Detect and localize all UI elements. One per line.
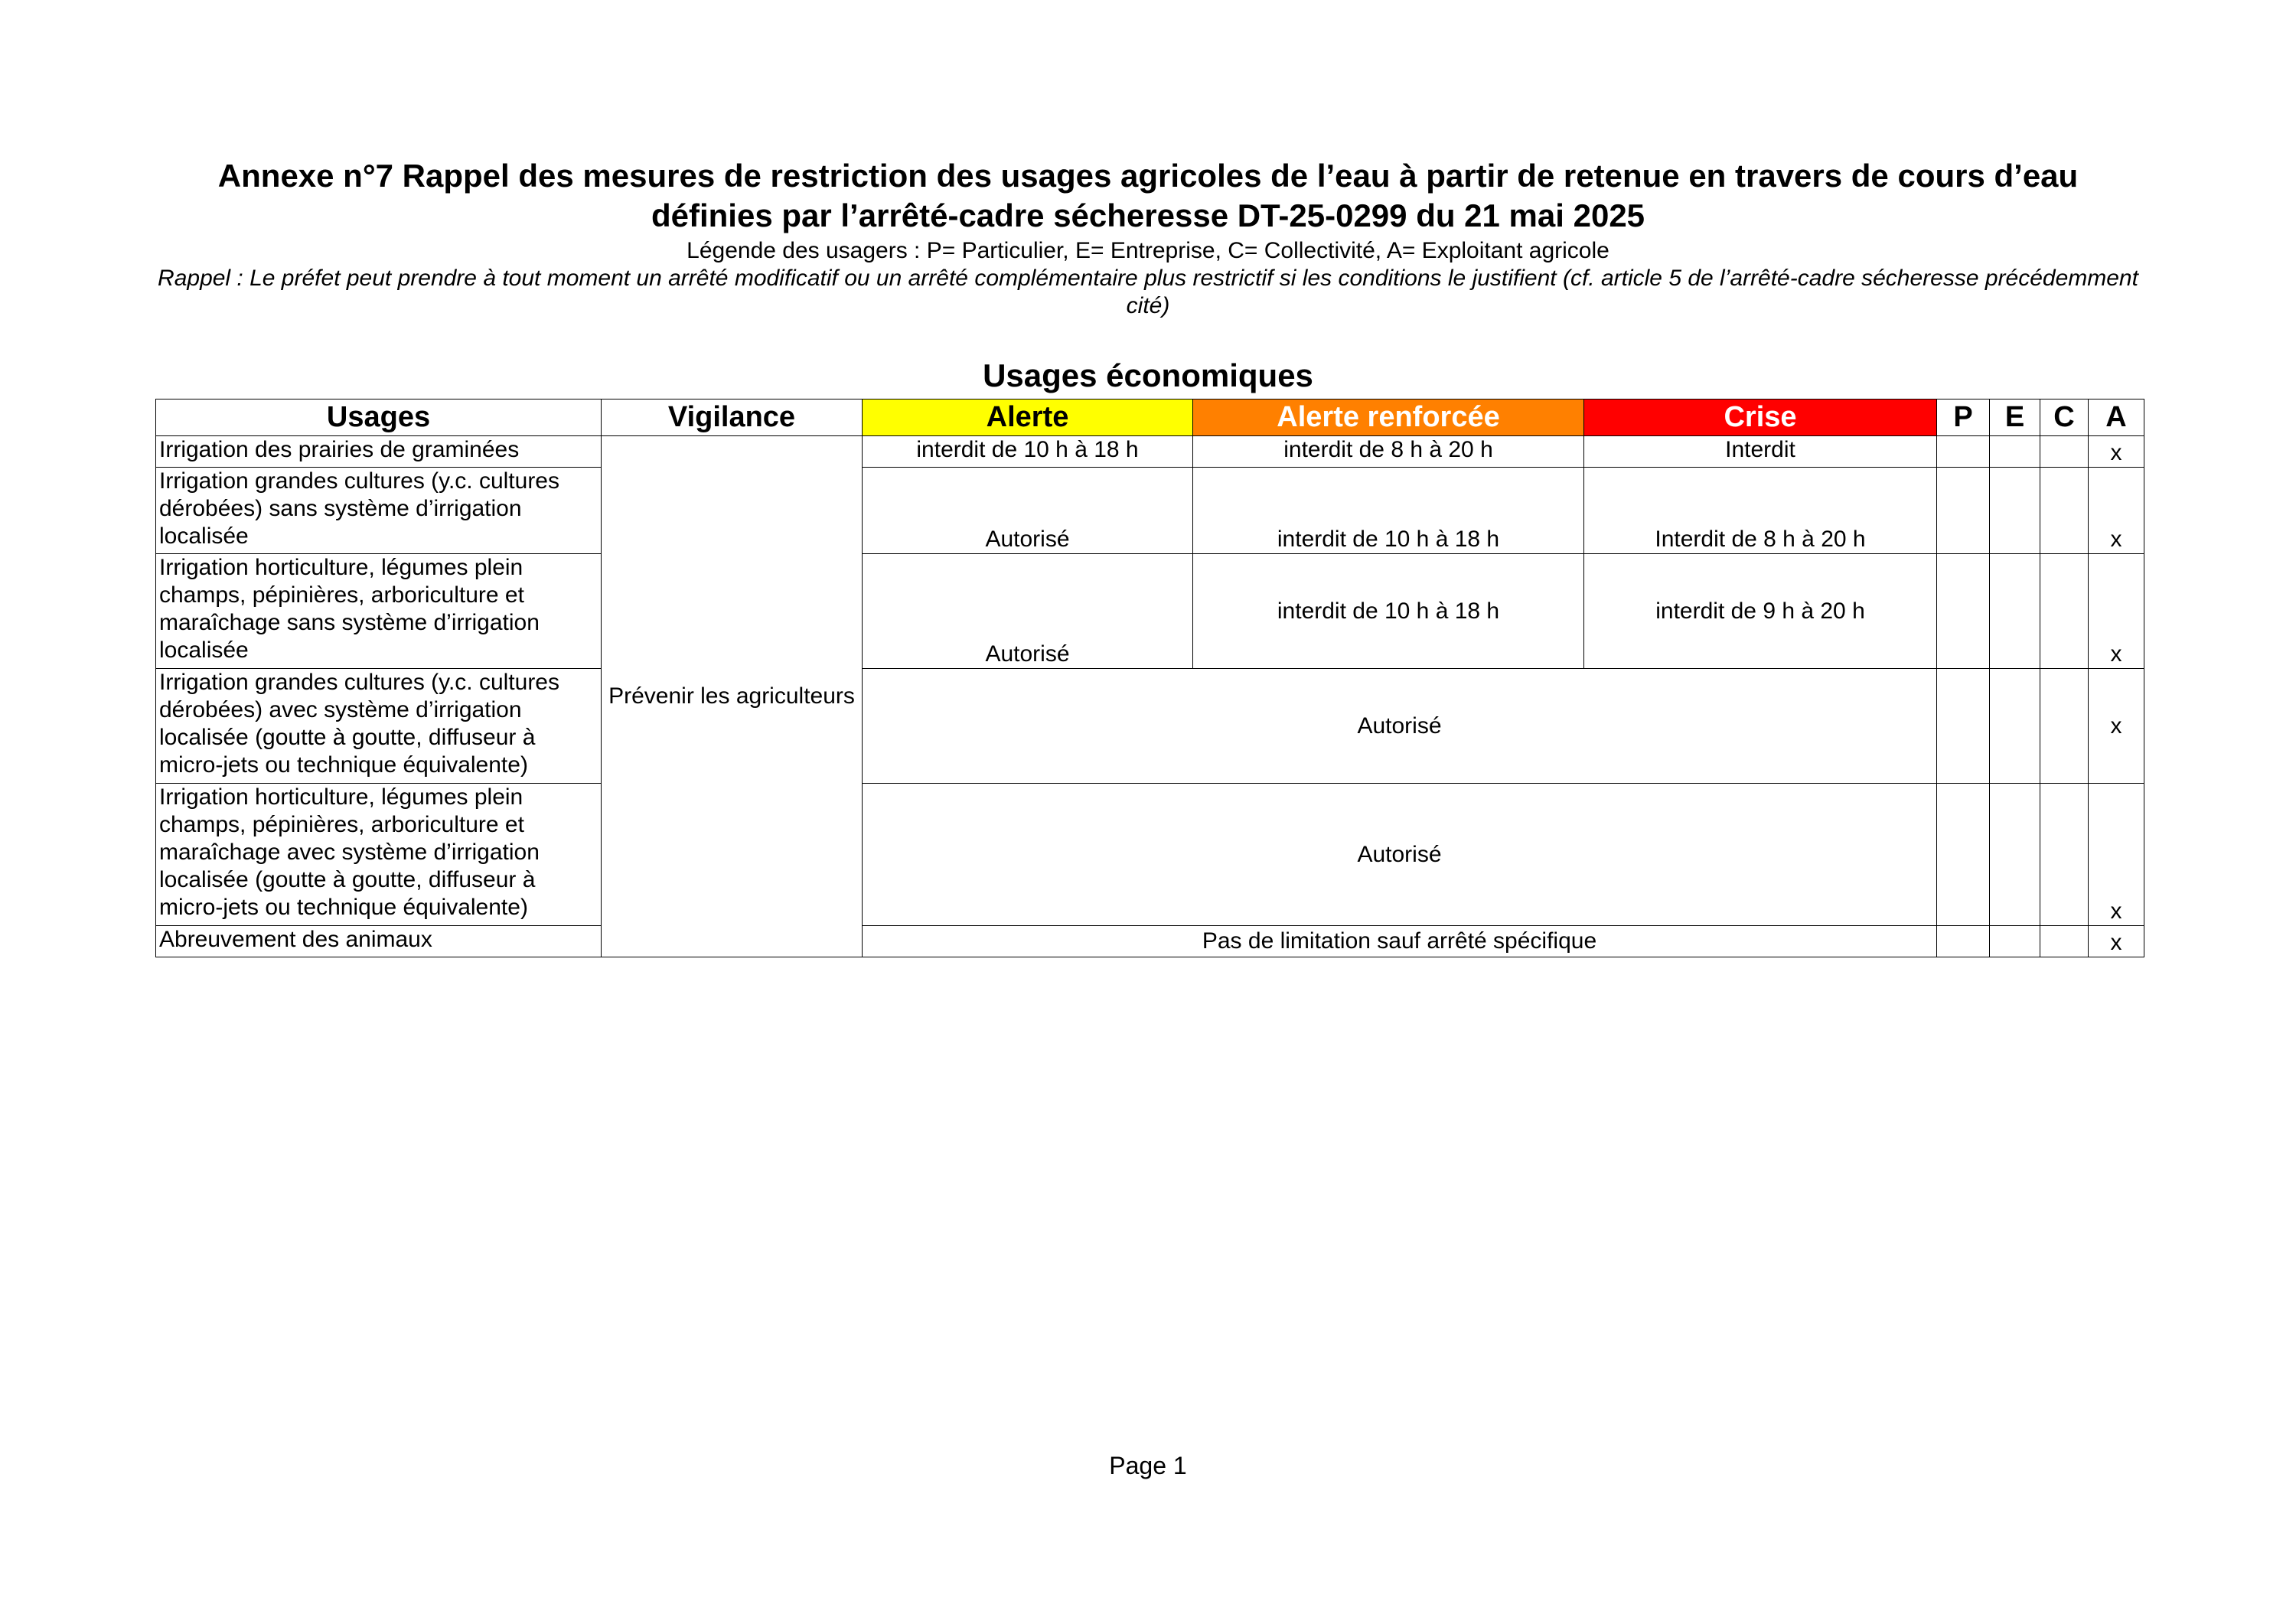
a-cell: x xyxy=(2089,468,2144,554)
c-cell xyxy=(2040,436,2089,468)
p-cell xyxy=(1937,926,1990,957)
e-cell xyxy=(1990,669,2040,784)
header-a: A xyxy=(2089,399,2144,436)
alerte-cell: interdit de 10 h à 18 h xyxy=(863,436,1193,468)
header-p: P xyxy=(1937,399,1990,436)
header-alerte: Alerte xyxy=(863,399,1193,436)
usage-cell: Irrigation grandes cultures (y.c. cultures dérobées) avec système d’irrigation localisée (goutte à goutte, diffuseur à micro-jets ou technique équivalente) xyxy=(156,669,602,784)
p-cell xyxy=(1937,554,1990,669)
table-row xyxy=(156,468,2144,554)
users-legend: Légende des usagers : P= Particulier, E= Entreprise, C= Collectivité, A= Exploitant agricole xyxy=(687,238,1609,263)
crise-cell: Interdit xyxy=(1584,436,1937,468)
p-cell xyxy=(1937,468,1990,554)
reminder-note: Rappel : Le préfet peut prendre à tout moment un arrêté modificatif ou un arrêté complémentaire plus restrictif si les conditions le justifient (cf. article 5 de l’arrêté-cadre sécheresse précédemment cité) xyxy=(158,266,2138,318)
usage-cell: Abreuvement des animaux xyxy=(156,926,602,957)
vigilance-cell: Prévenir les agriculteurs xyxy=(602,436,863,957)
usage-cell: Irrigation grandes cultures (y.c. cultures dérobées) sans système d’irrigation localisée xyxy=(156,468,602,554)
header-alerte-renforcee: Alerte renforcée xyxy=(1193,399,1584,436)
c-cell xyxy=(2040,468,2089,554)
c-cell xyxy=(2040,926,2089,957)
crise-cell: interdit de 9 h à 20 h xyxy=(1584,554,1937,669)
section-title: Usages économiques xyxy=(983,357,1313,393)
e-cell xyxy=(1990,554,2040,669)
c-cell xyxy=(2040,554,2089,669)
p-cell xyxy=(1937,669,1990,784)
c-cell xyxy=(2040,784,2089,926)
header-crise: Crise xyxy=(1584,399,1937,436)
e-cell xyxy=(1990,436,2040,468)
page-number: Page 1 xyxy=(1109,1452,1187,1479)
c-cell xyxy=(2040,669,2089,784)
a-cell: x xyxy=(2089,784,2144,926)
e-cell xyxy=(1990,468,2040,554)
alerte-cell: Autorisé xyxy=(863,468,1193,554)
table-row xyxy=(156,436,2144,468)
a-cell: x xyxy=(2089,554,2144,669)
usage-cell: Irrigation horticulture, légumes plein champs, pépinières, arboriculture et maraîchage sans système d’irrigation localisée xyxy=(156,554,602,669)
usage-cell: Irrigation des prairies de graminées xyxy=(156,436,602,468)
alerte-renforcee-cell: interdit de 10 h à 18 h xyxy=(1193,468,1584,554)
e-cell xyxy=(1990,784,2040,926)
table-row xyxy=(156,669,2144,784)
merged-status-cell: Pas de limitation sauf arrêté spécifique xyxy=(863,926,1937,957)
document-title: Annexe n°7 Rappel des mesures de restriction des usages agricoles de l’eau à partir de retenue en travers de cours d’eau définies par l’arrêté-cadre sécheresse DT-25-0299 du 21 mai 2025 xyxy=(217,158,2079,233)
table-header-row xyxy=(156,399,2144,436)
header-vigilance: Vigilance xyxy=(602,399,863,436)
p-cell xyxy=(1937,784,1990,926)
a-cell: x xyxy=(2089,926,2144,957)
alerte-renforcee-cell: interdit de 8 h à 20 h xyxy=(1193,436,1584,468)
alerte-cell: Autorisé xyxy=(863,554,1193,669)
header-usages: Usages xyxy=(156,399,602,436)
crise-cell: Interdit de 8 h à 20 h xyxy=(1584,468,1937,554)
alerte-renforcee-cell: interdit de 10 h à 18 h xyxy=(1193,554,1584,669)
table-row xyxy=(156,926,2144,957)
table-row xyxy=(156,784,2144,926)
merged-status-cell: Autorisé xyxy=(863,669,1937,784)
header-c: C xyxy=(2040,399,2089,436)
table-row xyxy=(156,554,2144,669)
a-cell: x xyxy=(2089,436,2144,468)
restrictions-table xyxy=(155,399,2144,957)
usage-cell: Irrigation horticulture, légumes plein champs, pépinières, arboriculture et maraîchage avec système d’irrigation localisée (goutte à goutte, diffuseur à micro-jets ou technique équivalente) xyxy=(156,784,602,926)
p-cell xyxy=(1937,436,1990,468)
header-e: E xyxy=(1990,399,2040,436)
a-cell: x xyxy=(2089,669,2144,784)
merged-status-cell: Autorisé xyxy=(863,784,1937,926)
e-cell xyxy=(1990,926,2040,957)
